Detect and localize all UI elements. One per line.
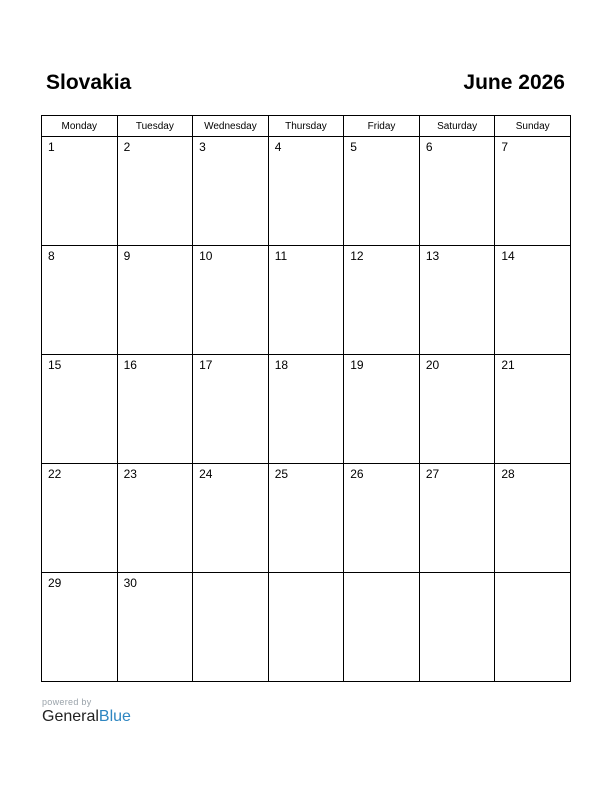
day-cell: 8 (42, 246, 118, 355)
day-cell (419, 573, 495, 682)
weekday-saturday: Saturday (419, 116, 495, 137)
day-cell: 7 (495, 137, 571, 246)
weekday-friday: Friday (344, 116, 420, 137)
day-cell: 5 (344, 137, 420, 246)
day-cell: 29 (42, 573, 118, 682)
powered-by-text: powered by (42, 697, 92, 707)
week-row (42, 137, 571, 246)
day-cell: 4 (268, 137, 344, 246)
day-cell: 15 (42, 355, 118, 464)
weekday-thursday: Thursday (268, 116, 344, 137)
week-row (42, 464, 571, 573)
day-cell: 10 (193, 246, 269, 355)
week-row (42, 246, 571, 355)
day-cell: 30 (117, 573, 193, 682)
day-cell (344, 573, 420, 682)
weekday-wednesday: Wednesday (193, 116, 269, 137)
weekday-monday: Monday (42, 116, 118, 137)
day-cell: 22 (42, 464, 118, 573)
day-cell: 18 (268, 355, 344, 464)
day-cell: 23 (117, 464, 193, 573)
day-cell: 24 (193, 464, 269, 573)
day-cell: 11 (268, 246, 344, 355)
day-cell: 17 (193, 355, 269, 464)
country-title: Slovakia (46, 71, 132, 94)
weekday-sunday: Sunday (495, 116, 571, 137)
logo-blue-text: Blue (98, 708, 131, 725)
calendar-grid (41, 115, 571, 682)
day-cell: 20 (419, 355, 495, 464)
day-cell: 27 (419, 464, 495, 573)
day-cell: 28 (495, 464, 571, 573)
day-cell: 9 (117, 246, 193, 355)
day-cell: 13 (419, 246, 495, 355)
day-cell: 21 (495, 355, 571, 464)
week-row (42, 355, 571, 464)
weekday-tuesday: Tuesday (117, 116, 193, 137)
day-cell: 19 (344, 355, 420, 464)
day-cell: 1 (42, 137, 118, 246)
day-cell: 16 (117, 355, 193, 464)
week-row (42, 573, 571, 682)
day-cell: 3 (193, 137, 269, 246)
brand-footer (42, 697, 131, 726)
day-cell (268, 573, 344, 682)
day-cell (193, 573, 269, 682)
day-cell: 2 (117, 137, 193, 246)
day-cell: 25 (268, 464, 344, 573)
day-cell: 6 (419, 137, 495, 246)
day-cell (495, 573, 571, 682)
logo-general-text: General (42, 708, 99, 725)
day-cell: 14 (495, 246, 571, 355)
day-cell: 26 (344, 464, 420, 573)
day-cell: 12 (344, 246, 420, 355)
month-year-title: June 2026 (463, 71, 565, 94)
generalblue-logo (42, 708, 131, 726)
weekday-header-row (42, 116, 571, 137)
